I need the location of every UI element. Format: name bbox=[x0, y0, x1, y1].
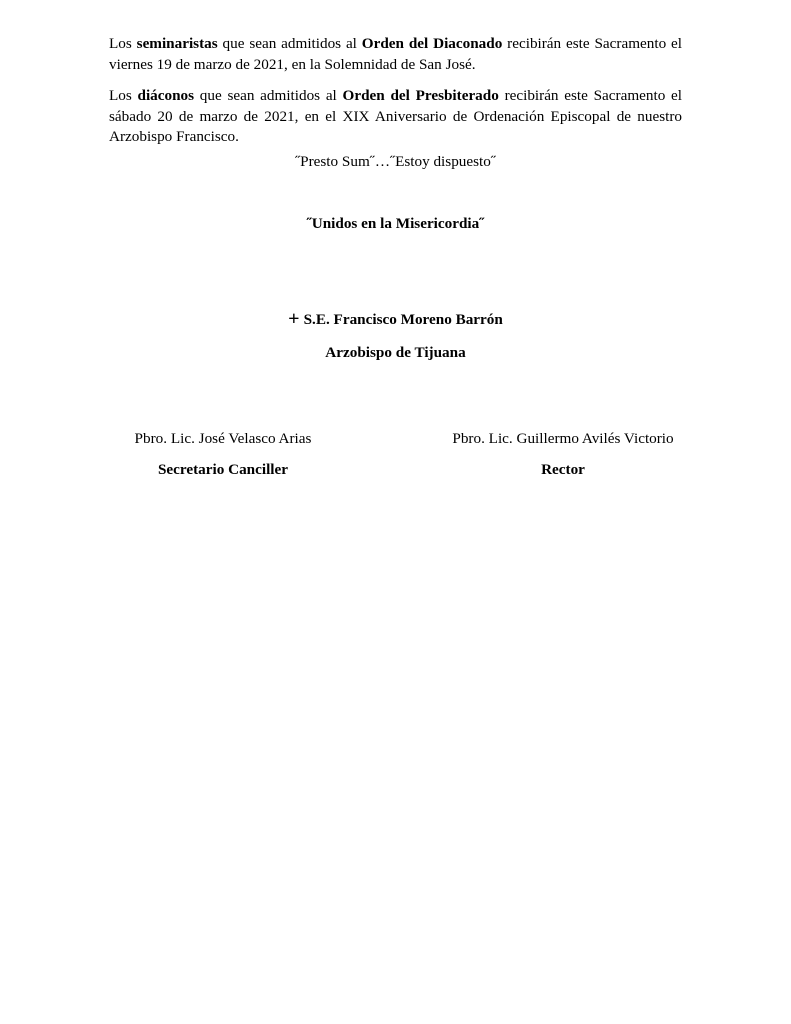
paragraph-bold-text: seminaristas bbox=[136, 35, 218, 52]
slogan-line: ˝Unidos en la Misericordia˝ bbox=[306, 215, 485, 232]
signature-name-rector: Pbro. Lic. Guillermo Avilés Victorio bbox=[452, 430, 674, 447]
paragraph-diaconado bbox=[109, 34, 682, 75]
signature-role-rector: Rector bbox=[541, 461, 585, 478]
paragraph-bold-text: Orden del Diaconado bbox=[361, 35, 503, 52]
paragraph-bold-text: diáconos bbox=[137, 87, 195, 104]
motto-line: ˝Presto Sum˝…˝Estoy dispuesto˝ bbox=[295, 153, 496, 170]
signature-name-secretary: Pbro. Lic. José Velasco Arias bbox=[134, 430, 312, 447]
paragraph-text: Los bbox=[109, 35, 137, 52]
cross-icon: + bbox=[288, 308, 300, 330]
paragraph-text: recibirán este Sacramento el viernes 19 de marzo de 2021, en la Solemnidad de San José. bbox=[109, 35, 683, 73]
signature-role-secretary: Secretario Canciller bbox=[157, 461, 289, 478]
bishop-title: Arzobispo de Tijuana bbox=[325, 344, 466, 361]
paragraph-text: que sean admitidos al bbox=[194, 87, 343, 104]
paragraph-bold-text: Orden del Presbiterado bbox=[342, 87, 499, 104]
paragraph-text: Los bbox=[109, 87, 138, 104]
paragraph-text: recibirán este Sacramento el sábado 20 de marzo de 2021, en el XIX Aniversario de Ordenación Episcopal de nuestro Arzobispo Francisco. bbox=[109, 87, 682, 145]
paragraph-text: que sean admitidos al bbox=[217, 35, 362, 52]
bishop-signature-name bbox=[0, 309, 791, 330]
bishop-name-text: S.E. Francisco Moreno Barrón bbox=[303, 311, 503, 328]
paragraph-presbiterado bbox=[109, 86, 682, 148]
